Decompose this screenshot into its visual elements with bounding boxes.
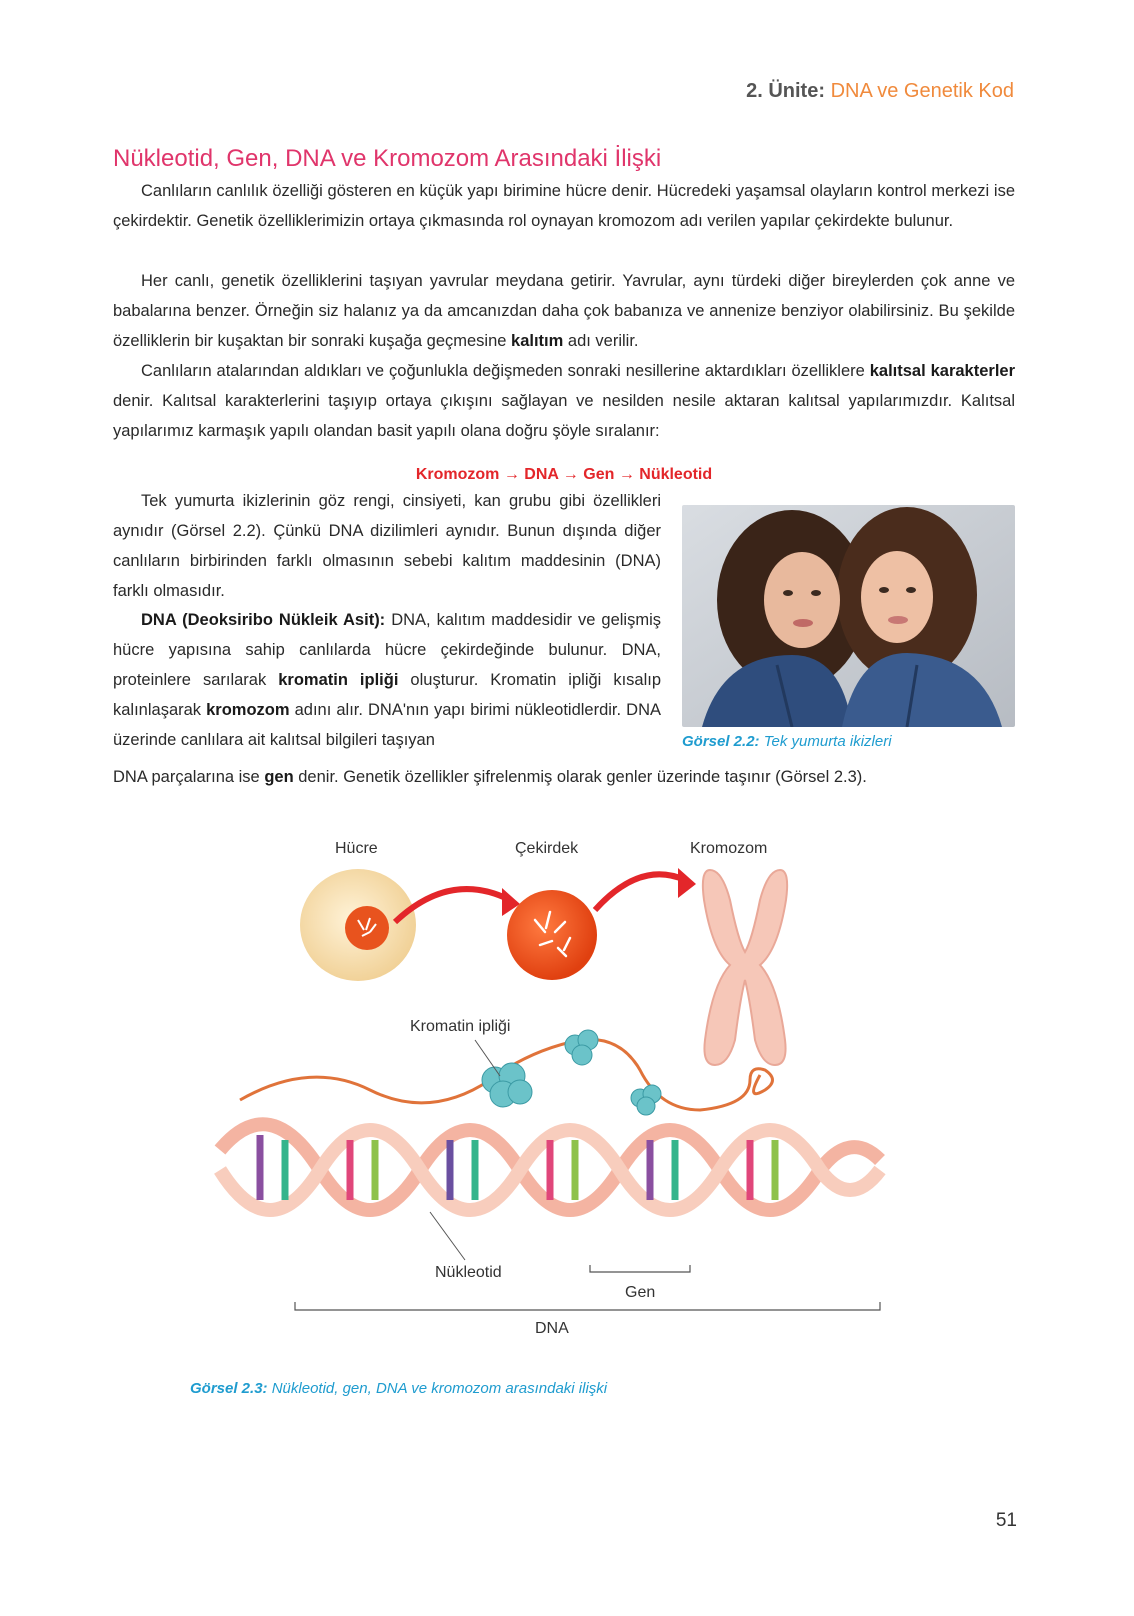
paragraph-1: Canlıların canlılık özelliği gösteren en küçük yapı birimine hücre denir. Hücredeki yaşamsal olayların kontrol merkezi ise çekirdektir. Genetik özelliklerimizin ortaya çıkmasında rol oynayan kromozom adı verilen yapılar çekirdekte bulunur. <box>113 182 1015 230</box>
label-nucleus: Çekirdek <box>515 840 579 857</box>
paragraph-3-text: Canlıların atalarından aldıkları ve çoğunlukla değişmeden sonraki nesillerine aktardıkları özelliklere <box>141 362 870 380</box>
figure-2-2-caption <box>682 733 892 750</box>
figure-2-3-caption <box>190 1380 607 1397</box>
paragraph-2-end: adı verilir. <box>563 332 639 350</box>
paragraph-4: Tek yumurta ikizlerinin göz rengi, cinsiyeti, kan grubu gibi özellikleri aynıdır (Görsel 2.2). Çünkü DNA dizilimleri aynıdır. Bunun dışında diğer canlıların birbirinden farklı olmasının sebebi kalıtım maddesinin (DNA) farklı olmasıdır. <box>113 492 661 600</box>
term-kromozom: kromozom <box>206 701 290 719</box>
paragraph-5-text-2: oluşturur. Kromatin ipliği kısalıp kalınlaşarak <box>113 671 662 719</box>
paragraph-6-end: denir. Genetik özellikler şifrelenmiş olarak genler üzerinde taşınır (Görsel 2.3). <box>293 768 867 786</box>
unit-topic: DNA ve Genetik Kod <box>830 80 1014 102</box>
term-kromatin-ipligi: kromatin ipliği <box>278 671 399 689</box>
figure-2-2-caption-text: Tek yumurta ikizleri <box>759 733 892 750</box>
section-title: Nükleotid, Gen, DNA ve Kromozom Arasındaki İlişki <box>113 145 662 172</box>
dna-helix <box>220 1124 880 1210</box>
chromatin-beads <box>482 1030 661 1115</box>
label-chromatin: Kromatin ipliği <box>410 1018 511 1035</box>
dna-diagram <box>190 840 910 1380</box>
unit-label: 2. Ünite: <box>746 80 825 102</box>
figure-2-2-caption-label: Görsel 2.2: <box>682 733 760 750</box>
paragraph-2 <box>113 266 1015 356</box>
term-dna-definition: DNA (Deoksiribo Nükleik Asit): <box>141 611 386 629</box>
label-chromosome: Kromozom <box>690 840 768 857</box>
label-cell: Hücre <box>335 840 378 857</box>
twins-photo <box>682 505 1015 727</box>
paragraph-5 <box>113 605 661 755</box>
label-gene: Gen <box>625 1284 656 1301</box>
nucleus-illustration <box>507 890 597 980</box>
paragraph-5-text-3: adını alır. DNA'nın yapı birimi nükleotidlerdir. DNA üzerinde canlılara ait kalıtsal bilgileri taşıyan <box>113 701 661 749</box>
cell-illustration <box>300 869 416 981</box>
term-kalitim: kalıtım <box>511 332 564 350</box>
term-kalitsal-karakterler: kalıtsal karakterler <box>869 362 1015 380</box>
paragraph-6-text: DNA parçalarına ise <box>113 768 265 786</box>
paragraph-2-text: Her canlı, genetik özelliklerini taşıyan yavrular meydana getirir. Yavrular, aynı türdeki diğer bireylerden çok anne ve babalarına benzer. Örneğin siz halanız ya da amcanızdan daha çok babanıza ve annenize benziyor olabilirsiniz. Bu şekilde özelliklerin bir kuşaktan bir sonraki kuşağa geçmesine <box>113 272 1015 350</box>
paragraph-3 <box>113 356 1015 446</box>
paragraph-3-end: denir. Kalıtsal karakterlerini taşıyıp ortaya çıkışını sağlayan ve nesilden nesile aktaran kalıtsal yapılarımızdır. Kalıtsal yapılarımız karmaşık yapılı olandan basit yapılı olana doğru şöyle sıralanır: <box>113 392 1015 440</box>
term-gen: gen <box>264 768 294 786</box>
page-header <box>746 80 1014 103</box>
paragraph-6 <box>113 762 1015 792</box>
hierarchy-chain: Kromozom → DNA → Gen → Nükleotid <box>415 466 713 483</box>
figure-2-3-caption-text: Nükleotid, gen, DNA ve kromozom arasındaki ilişki <box>267 1380 608 1397</box>
page-number: 51 <box>995 1510 1017 1531</box>
label-nucleotide: Nükleotid <box>435 1264 502 1281</box>
figure-2-3-caption-label: Görsel 2.3: <box>190 1380 268 1397</box>
label-dna: DNA <box>535 1320 569 1337</box>
paragraph-5-text: DNA, kalıtım maddesidir ve gelişmiş hücre yapısına sahip canlılarda hücre çekirdeğinde bulunur. DNA, proteinlere sarılarak <box>113 611 661 689</box>
chromosome-illustration <box>703 870 787 1065</box>
